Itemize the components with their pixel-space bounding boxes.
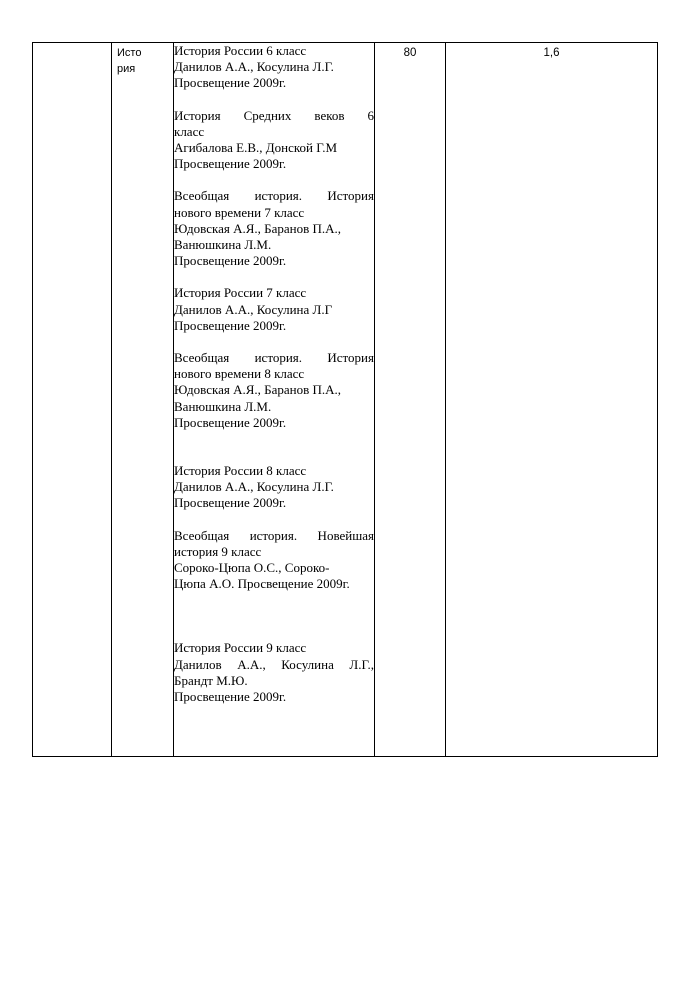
textbook-line: Просвещение 2009г. xyxy=(174,414,287,430)
ratio-cell xyxy=(446,43,658,757)
textbook-line: Брандт М.Ю. xyxy=(174,672,248,688)
textbook-line: Данилов А.А., Косулина Л.Г xyxy=(174,301,333,317)
textbook-entry xyxy=(174,188,374,269)
textbook-line: Юдовская А.Я., Баранов П.А., xyxy=(174,382,342,398)
textbook-line: Просвещение 2009г. xyxy=(174,75,287,91)
textbooks-cell xyxy=(174,43,375,757)
textbook-line: История России 6 класс xyxy=(174,43,307,58)
textbook-line: История России 9 класс xyxy=(174,640,307,656)
textbook-line: Всеобщая история. Новейшая xyxy=(174,527,374,543)
textbook-line: Сороко-Цюпа О.С., Сороко- xyxy=(174,560,330,576)
ratio-value: 1,6 xyxy=(543,47,560,59)
textbook-entry xyxy=(174,463,374,512)
textbook-entry xyxy=(174,43,374,92)
blank-cell xyxy=(33,43,112,757)
textbook-entry xyxy=(174,640,374,705)
textbook-line: Цюпа А.О. Просвещение 2009г. xyxy=(174,576,350,592)
textbook-line: История России 8 класс xyxy=(174,463,307,479)
textbook-entry xyxy=(174,108,374,173)
textbook-line: Юдовская А.Я., Баранов П.А., xyxy=(174,220,342,236)
textbook-line: Просвещение 2009г. xyxy=(174,495,287,511)
textbook-line: Всеобщая история. История xyxy=(174,350,374,366)
textbook-line: Данилов А.А., Косулина Л.Г. xyxy=(174,479,334,495)
textbook-line: История России 7 класс xyxy=(174,285,307,301)
textbook-line: Просвещение 2009г. xyxy=(174,253,287,269)
textbook-line: Данилов А.А., Косулина Л.Г., xyxy=(174,656,374,672)
textbook-line: история 9 класс xyxy=(174,543,262,559)
textbook-line: Всеобщая история. История xyxy=(174,188,374,204)
textbook-line: Просвещение 2009г. xyxy=(174,689,287,705)
hours-count: 80 xyxy=(403,47,417,59)
textbook-line: Агибалова Е.В., Донской Г.М xyxy=(174,140,338,156)
textbook-line: Просвещение 2009г. xyxy=(174,317,287,333)
textbook-line: Данилов А.А., Косулина Л.Г. xyxy=(174,59,334,75)
textbook-line: класс xyxy=(174,123,205,139)
subject-cell xyxy=(112,43,174,757)
textbook-entry xyxy=(174,350,374,431)
textbook-line: нового времени 7 класс xyxy=(174,204,305,220)
textbook-line: Ванюшкина Л.М. xyxy=(174,398,272,414)
table-row xyxy=(33,43,658,757)
textbook-line: нового времени 8 класс xyxy=(174,366,305,382)
textbook-table xyxy=(32,42,658,757)
textbook-line: Просвещение 2009г. xyxy=(174,156,287,172)
textbook-entry xyxy=(174,528,374,593)
textbook-entry xyxy=(174,285,374,334)
textbook-line: Ванюшкина Л.М. xyxy=(174,237,272,253)
textbook-line: История Средних веков 6 xyxy=(174,107,374,123)
subject-name: Исто рия xyxy=(117,47,142,75)
count-cell xyxy=(375,43,446,757)
